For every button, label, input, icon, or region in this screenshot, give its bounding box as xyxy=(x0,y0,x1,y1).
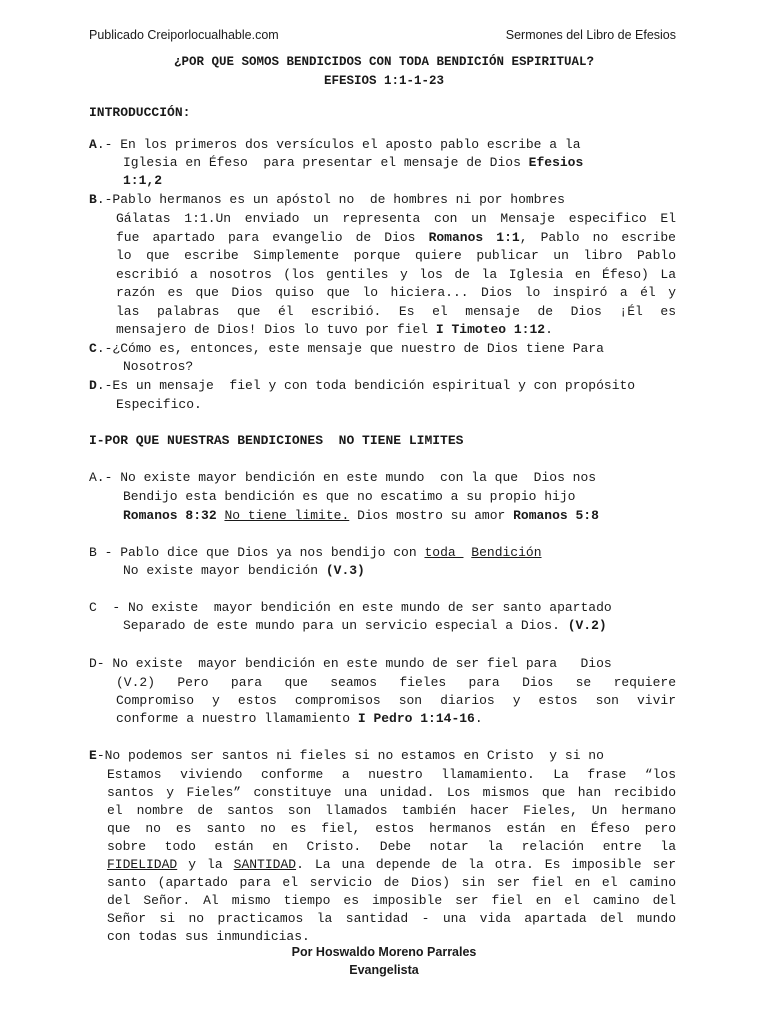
intro-d-line2: Especifico. xyxy=(116,397,202,412)
section1-d-line2: (V.2) Pero para que seamos fieles para Dios se requiere xyxy=(116,675,676,690)
section1-heading: I-POR QUE NUESTRAS BENDICIONES NO TIENE LIMITES xyxy=(89,433,464,448)
intro-b-line8: mensajero de Dios! Dios lo tuvo por fiel I Timoteo 1:12. xyxy=(116,322,553,337)
section1-e-line3: santos y Fieles” constituye una unidad. Los mismos que han recibido xyxy=(107,785,676,800)
section1-c-line2: Separado de este mundo para un servicio especial a Dios. (V.2) xyxy=(123,618,607,633)
section1-e-line5: que no es santo no es fiel, estos hermanos están en Éfeso pero xyxy=(107,821,676,836)
intro-a-line2: Iglesia en Éfeso para presentar el mensaje de Dios Efesios xyxy=(123,155,584,170)
section1-e-line10: Señor si no practicamos la santidad - una vida apartada del mundo xyxy=(107,911,676,926)
section1-d-line4: conforme a nuestro llamamiento I Pedro 1:14-16. xyxy=(116,711,483,726)
intro-b-line6: razón es que Dios quiso que lo hiciera... Dios lo inspiró a él y xyxy=(116,285,676,300)
intro-a-line3: 1:1,2 xyxy=(123,173,163,188)
header-series: Sermones del Libro de Efesios xyxy=(505,28,676,42)
section1-e-line1: E-No podemos ser santos ni fieles si no estamos en Cristo y si no xyxy=(89,748,604,763)
section1-e-line8: santo (apartado para el servicio de Dios) sin ser fiel en el camino xyxy=(107,875,676,890)
footer-author: Por Hoswaldo Moreno Parrales xyxy=(291,945,477,959)
section1-e-line11: con todas sus inmundicias. xyxy=(107,929,310,944)
intro-b-line7: las palabras que él escribió. Es el mensaje de Dios ¡Él es xyxy=(116,304,676,319)
intro-b-line5: escribió a nosotros (los gentiles y los de la Iglesia en Éfeso) La xyxy=(116,267,676,282)
header-site: Publicado Creiporlocualhable.com xyxy=(89,28,279,42)
section1-b-line1: B - Pablo dice que Dios ya nos bendijo con toda Bendición xyxy=(89,545,542,560)
intro-b-line1: B.-Pablo hermanos es un apóstol no de hombres ni por hombres xyxy=(89,192,565,207)
intro-a-line1: A.- En los primeros dos versículos el aposto pablo escribe a la xyxy=(89,137,581,152)
intro-c-line2: Nosotros? xyxy=(123,359,194,374)
section1-e-line6: sobre todo están en Cristo. Debe notar la relación entre la xyxy=(107,839,676,854)
section1-d-line3: Compromiso y estos compromisos son diarios y estos son vivir xyxy=(116,693,676,708)
intro-b-line4: lo que escribe Simplemente porque quiere publicar un libro Pablo xyxy=(116,248,676,263)
sermon-reference: EFESIOS 1:1-1-23 xyxy=(323,74,445,88)
intro-d-line1: D.-Es un mensaje fiel y con toda bendición espiritual y con propósito xyxy=(89,378,636,393)
intro-b-line2: Gálatas 1:1.Un enviado un representa con un Mensaje especifico El xyxy=(116,211,676,226)
intro-heading: INTRODUCCIÓN: xyxy=(89,105,191,120)
section1-c-line1: C - No existe mayor bendición en este mundo de ser santo apartado xyxy=(89,600,612,615)
intro-b-line3: fue apartado para evangelio de Dios Romanos 1:1, Pablo no escribe xyxy=(116,230,676,245)
section1-a-line2: Bendijo esta bendición es que no escatimo a su propio hijo xyxy=(123,489,576,504)
section1-e-line9: del Señor. Al mismo tiempo es imposible ser fiel en el camino del xyxy=(107,893,676,908)
section1-e-line2: Estamos viviendo conforme a nuestro llamamiento. La frase “los xyxy=(107,767,676,782)
sermon-title: ¿POR QUE SOMOS BENDICIDOS CON TODA BENDICIÓN ESPIRITUAL? xyxy=(173,55,595,69)
section1-a-line3: Romanos 8:32 No tiene limite. Dios mostro su amor Romanos 5:8 xyxy=(123,508,599,523)
intro-c-line1: C.-¿Cómo es, entonces, este mensaje que nuestro de Dios tiene Para xyxy=(89,341,604,356)
section1-b-line2: No existe mayor bendición (V.3) xyxy=(123,563,365,578)
section1-d-line1: D- No existe mayor bendición en este mundo de ser fiel para Dios xyxy=(89,656,612,671)
section1-e-line4: el nombre de santos son llamados también hacer Fieles, Un hermano xyxy=(107,803,676,818)
section1-e-line7: FIDELIDAD y la SANTIDAD. La una depende de la otra. Es imposible ser xyxy=(107,857,676,872)
section1-a-line1: A.- No existe mayor bendición en este mundo con la que Dios nos xyxy=(89,470,597,485)
footer-role: Evangelista xyxy=(349,963,419,977)
